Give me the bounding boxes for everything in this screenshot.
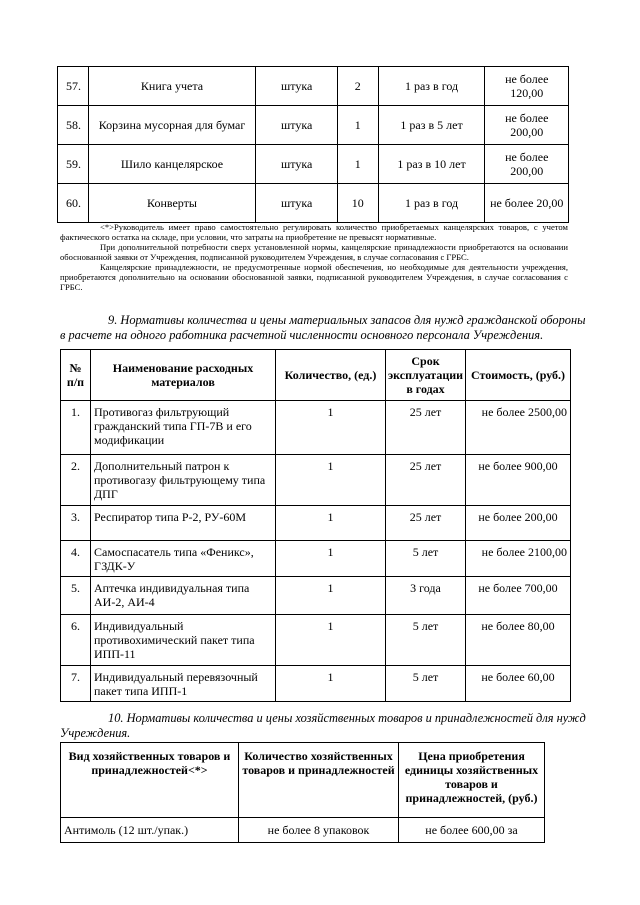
item-period: 1 раз в год xyxy=(378,67,485,106)
item-qty: 1 xyxy=(276,401,386,455)
item-period: 25 лет xyxy=(386,401,466,455)
table-header-row xyxy=(61,743,545,818)
item-name: Шило канцелярское xyxy=(88,145,256,184)
footnote-2: При дополнительной потребности сверх установленной нормы, канцелярские принадлежности приобретаются на основании обоснованной заявки от Учреждения, подписанной руководителем Учреждения, в случае согласования с ГРБС. xyxy=(60,242,568,262)
item-period: 1 раз в год xyxy=(378,184,485,223)
item-period: 25 лет xyxy=(386,506,466,541)
item-name: Корзина мусорная для бумаг xyxy=(88,106,256,145)
item-qty: 1 xyxy=(276,506,386,541)
item-price: не более 20,00 xyxy=(485,184,569,223)
row-number: 5. xyxy=(61,577,91,615)
table-row xyxy=(61,818,545,843)
item-price: не более 600,00 за xyxy=(399,818,545,843)
item-period: 3 года xyxy=(386,577,466,615)
header-name: Наименование расходных материалов xyxy=(91,350,276,401)
table-row xyxy=(61,615,571,666)
item-unit: штука xyxy=(256,106,337,145)
table-row xyxy=(58,184,569,223)
item-cost: не более 2500,00 xyxy=(466,401,571,455)
item-period: 5 лет xyxy=(386,541,466,577)
item-name: Аптечка индивидуальная типа АИ-2, АИ-4 xyxy=(91,577,276,615)
item-cost: не более 900,00 xyxy=(466,455,571,506)
item-qty: 1 xyxy=(337,106,378,145)
row-number: 4. xyxy=(61,541,91,577)
item-qty: 1 xyxy=(276,541,386,577)
section-10-title-line2: Учреждения. xyxy=(60,726,131,740)
item-qty: 2 xyxy=(337,67,378,106)
table-row xyxy=(58,145,569,184)
item-qty: не более 8 упаковок xyxy=(239,818,399,843)
item-period: 5 лет xyxy=(386,615,466,666)
table-row xyxy=(61,455,571,506)
item-name: Книга учета xyxy=(88,67,256,106)
household-goods-table xyxy=(60,742,545,843)
table-row xyxy=(58,106,569,145)
item-price: не более 120,00 xyxy=(485,67,569,106)
row-number: 7. xyxy=(61,666,91,702)
section-9-heading xyxy=(60,313,610,343)
section-9-title-line2: в расчете на одного работника расчетной численности основного персонала Учреждения. xyxy=(60,328,544,342)
row-number: 3. xyxy=(61,506,91,541)
item-name: Индивидуальный противохимический пакет типа ИПП-11 xyxy=(91,615,276,666)
item-cost: не более 60,00 xyxy=(466,666,571,702)
item-cost: не более 80,00 xyxy=(466,615,571,666)
header-period: Срок эксплуатации в годах xyxy=(386,350,466,401)
header-num: № п/п xyxy=(61,350,91,401)
item-kind: Антимоль (12 шт./упак.) xyxy=(61,818,239,843)
header-cost: Стоимость, (руб.) xyxy=(466,350,571,401)
item-period: 5 лет xyxy=(386,666,466,702)
item-period: 1 раз в 10 лет xyxy=(378,145,485,184)
header-kind: Вид хозяйственных товаров и принадлежностей<*> xyxy=(61,743,239,818)
section-9-title-line1: 9. Нормативы количества и цены материальных запасов для нужд гражданской обороны xyxy=(108,313,586,327)
header-price: Цена приобретения единицы хозяйственных товаров и принадлежностей, (руб.) xyxy=(399,743,545,818)
row-number: 59. xyxy=(58,145,89,184)
item-qty: 1 xyxy=(276,577,386,615)
item-name: Противогаз фильтрующий гражданский типа ГП-7В и его модификации xyxy=(91,401,276,455)
row-number: 60. xyxy=(58,184,89,223)
item-qty: 10 xyxy=(337,184,378,223)
item-period: 1 раз в 5 лет xyxy=(378,106,485,145)
footnotes xyxy=(60,222,568,292)
table-row xyxy=(61,401,571,455)
item-cost: не более 200,00 xyxy=(466,506,571,541)
section-10-title-line1: 10. Нормативы количества и цены хозяйственных товаров и принадлежностей для нужд xyxy=(108,711,586,725)
item-unit: штука xyxy=(256,67,337,106)
footnote-1: <*>Руководитель имеет право самостоятельно регулировать количество приобретаемых канцелярских товаров, с учетом фактического остатка на складе, при условии, что затраты на приобретение не превысят нормативные. xyxy=(60,222,568,242)
row-number: 57. xyxy=(58,67,89,106)
table-row xyxy=(61,541,571,577)
item-name: Самоспасатель типа «Феникс», ГЗДК-У xyxy=(91,541,276,577)
item-qty: 1 xyxy=(276,666,386,702)
table-header-row xyxy=(61,350,571,401)
row-number: 58. xyxy=(58,106,89,145)
item-unit: штука xyxy=(256,184,337,223)
item-name: Дополнительный патрон к противогазу фильтрующему типа ДПГ xyxy=(91,455,276,506)
item-price: не более 200,00 xyxy=(485,145,569,184)
item-name: Респиратор типа Р-2, РУ-60М xyxy=(91,506,276,541)
item-qty: 1 xyxy=(337,145,378,184)
item-cost: не более 700,00 xyxy=(466,577,571,615)
header-qty: Количество, (ед.) xyxy=(276,350,386,401)
section-10-heading xyxy=(60,711,610,741)
row-number: 2. xyxy=(61,455,91,506)
item-period: 25 лет xyxy=(386,455,466,506)
item-price: не более 200,00 xyxy=(485,106,569,145)
item-qty: 1 xyxy=(276,615,386,666)
item-name: Индивидуальный перевязочный пакет типа ИПП-1 xyxy=(91,666,276,702)
stationery-table xyxy=(57,66,569,223)
item-name: Конверты xyxy=(88,184,256,223)
table-row xyxy=(61,577,571,615)
item-qty: 1 xyxy=(276,455,386,506)
table-row xyxy=(61,666,571,702)
civil-defense-table xyxy=(60,349,571,702)
row-number: 6. xyxy=(61,615,91,666)
row-number: 1. xyxy=(61,401,91,455)
item-unit: штука xyxy=(256,145,337,184)
item-cost: не более 2100,00 xyxy=(466,541,571,577)
table-row xyxy=(61,506,571,541)
table-row xyxy=(58,67,569,106)
header-qty: Количество хозяйственных товаров и принадлежностей xyxy=(239,743,399,818)
footnote-3: Канцелярские принадлежности, не предусмотренные нормой обеспечения, но необходимые для деятельности учреждения, приобретаются дополнительно на основании обоснованной заявки, подписанной руководителем Учреждения, в случае согласования с ГРБС. xyxy=(60,262,568,292)
